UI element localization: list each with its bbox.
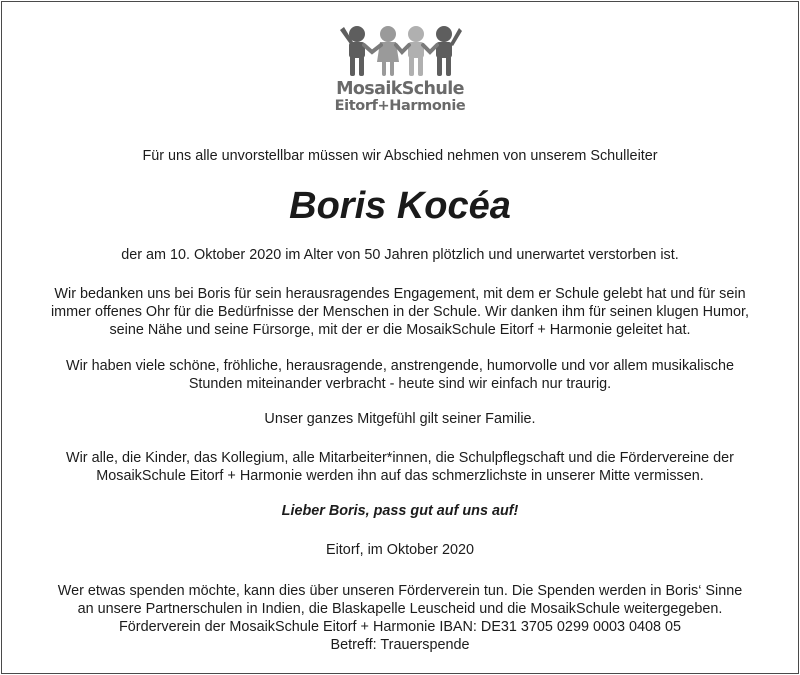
thanks-line: immer offenes Ohr für die Bedürfnisse der Menschen in der Schule. Wir danken ihm für seinen klugen Humor, (50, 304, 749, 320)
logo-school-location: Eitorf+Harmonie (334, 98, 466, 114)
donation-line: Betreff: Trauerspende (330, 637, 470, 653)
memories-line: Wir haben viele schöne, fröhliche, herausragende, anstrengende, humorvolle und vor allem musikalische (66, 358, 734, 374)
logo-school-name: MosaikSchule (336, 79, 464, 99)
children-holding-hands-icon (338, 22, 462, 78)
farewell-line: Lieber Boris, pass gut auf uns auf! (281, 503, 519, 519)
death-announcement: der am 10. Oktober 2020 im Alter von 50 Jahren plötzlich und unerwartet verstorben ist. (121, 247, 679, 263)
deceased-name: Boris Kocéa (289, 185, 511, 227)
place-date: Eitorf, im Oktober 2020 (326, 542, 474, 558)
school-logo (0, 22, 800, 114)
memories-paragraph (0, 357, 800, 393)
memories-line: Stunden miteinander verbracht - heute sind wir einfach nur traurig. (188, 376, 612, 392)
donation-paragraph (0, 582, 800, 654)
donation-line: an unsere Partnerschulen in Indien, die Blaskapelle Leuscheid und die MosaikSchule weitergegeben. (77, 601, 723, 617)
sympathy-line: Unser ganzes Mitgefühl gilt seiner Familie. (264, 411, 536, 427)
community-paragraph (0, 449, 800, 485)
intro-line: Für uns alle unvorstellbar müssen wir Abschied nehmen von unserem Schulleiter (142, 148, 658, 164)
community-line: MosaikSchule Eitorf + Harmonie werden ihn auf das schmerzlichste in unserer Mitte vermissen. (96, 468, 704, 484)
thanks-line: Wir bedanken uns bei Boris für sein herausragendes Engagement, mit dem er Schule gelebt hat und für sein (54, 286, 746, 302)
donation-line: Förderverein der MosaikSchule Eitorf + Harmonie IBAN: DE31 3705 0299 0003 0408 05 (119, 619, 681, 635)
thanks-paragraph (0, 285, 800, 339)
thanks-line: seine Nähe und seine Fürsorge, mit der er die MosaikSchule Eitorf + Harmonie geleitet hat. (109, 322, 691, 338)
community-line: Wir alle, die Kinder, das Kollegium, alle Mitarbeiter*innen, die Schulpflegschaft und die Fördervereine der (66, 450, 734, 466)
donation-line: Wer etwas spenden möchte, kann dies über unseren Förderverein tun. Die Spenden werden in Boris‘ Sinne (57, 583, 743, 599)
